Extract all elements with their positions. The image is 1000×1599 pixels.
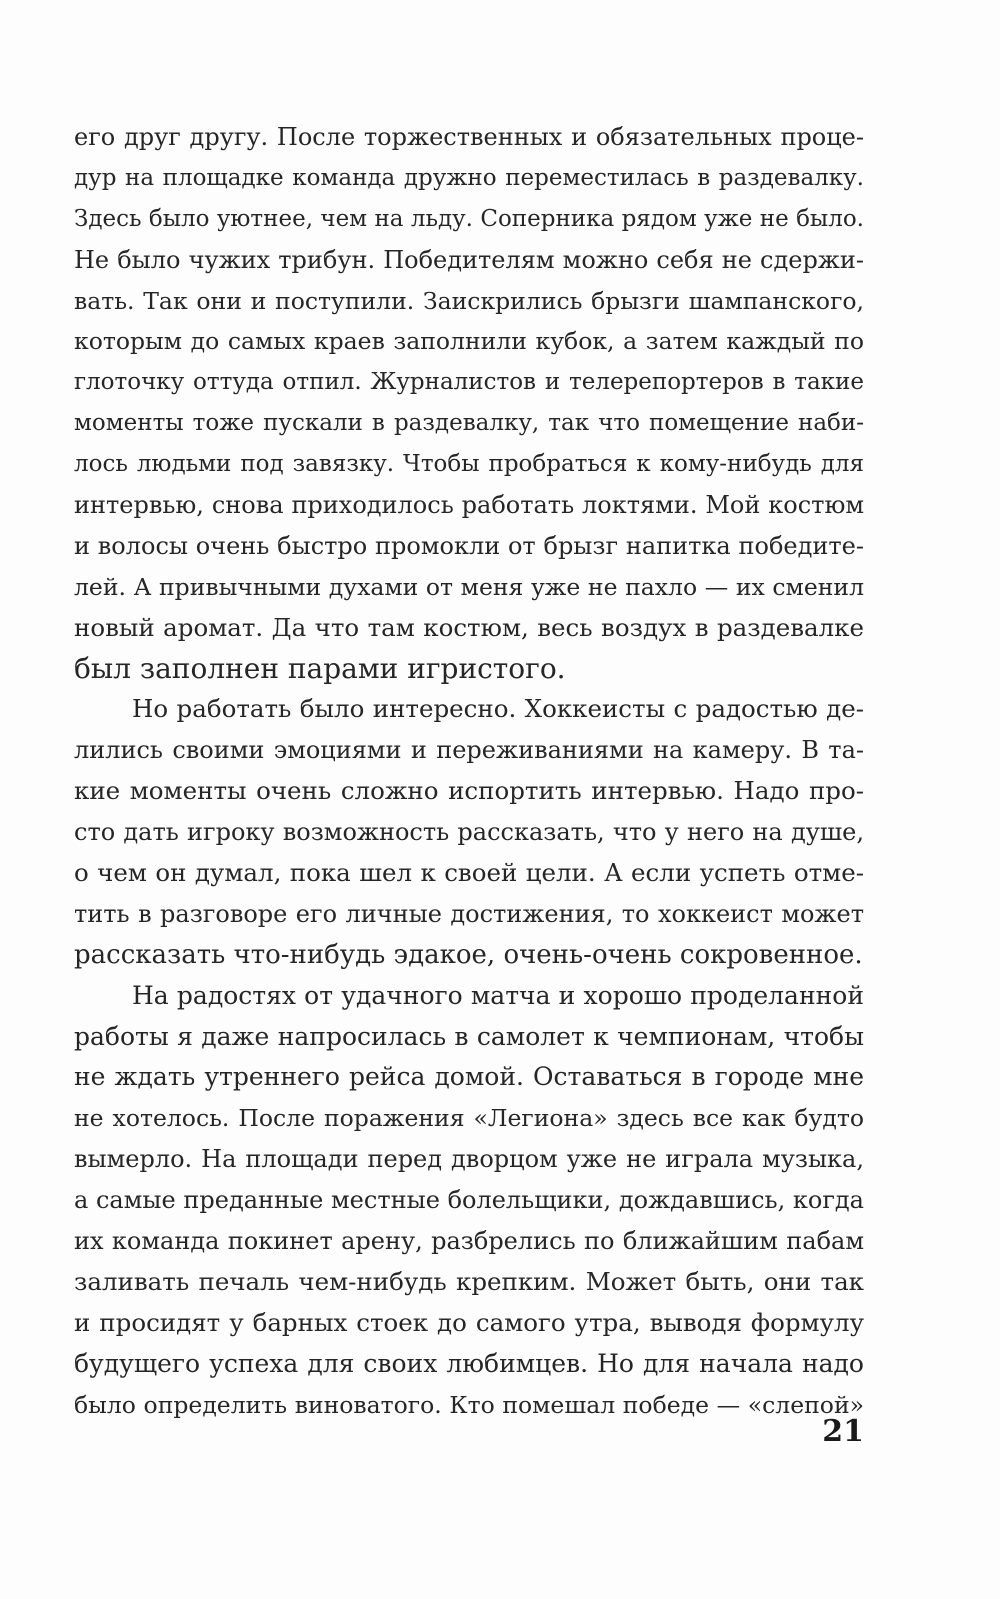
text-line: новый аромат. Да что там костюм, весь воздух в раздевалке (74, 612, 864, 642)
text-line: их команда покинет арену, разбрелись по ближайшим пабам (74, 1227, 864, 1256)
text-line: дур на площадке команда дружно переместилась в раздевалку. (74, 164, 864, 191)
text-line: работы я даже напросилась в самолет к чемпионам, чтобы (74, 1021, 864, 1051)
text-line: кие моменты очень сложно испортить интервью. Надо про- (74, 776, 864, 806)
text-line: вать. Так они и поступили. Заискрились брызги шампанского, (74, 286, 864, 315)
text-line: лились своими эмоциями и переживаниями на камеру. В та- (74, 736, 864, 765)
text-line: лей. А привычными духами от меня уже не пахло — их сменил (74, 572, 864, 601)
text-line: о чем он думал, пока шел к своей цели. А если успеть отме- (74, 858, 864, 888)
text-line: Но работать было интересно. Хоккеисты с радостью де- (132, 694, 864, 724)
text-line: На радостях от удачного матча и хорошо проделанной (132, 980, 864, 1010)
text-line: моменты тоже пускали в раздевалку, так что помещение наби- (74, 410, 864, 437)
page-number: 21 (822, 1414, 864, 1449)
text-line: и волосы очень быстро промокли от брызг напитка победите- (74, 531, 864, 560)
text-line: и просидят у барных стоек до самого утра, выводя формулу (74, 1307, 864, 1337)
text-line: которым до самых краев заполнили кубок, а затем каждый по (74, 327, 864, 356)
text-line: а самые преданные местные болельщики, дождавшись, когда (74, 1186, 864, 1215)
text-line: не хотелось. После поражения «Легиона» здесь все как будто (74, 1104, 864, 1133)
text-line: интервью, снова приходилось работать локтями. Мой костюм (74, 491, 864, 520)
text-line: заливать печаль чем-нибудь крепким. Может быть, они так (74, 1266, 864, 1296)
text-line: тить в разговоре его личные достижения, то хоккеист может (74, 899, 864, 928)
text-line: сто дать игроку возможность рассказать, что у него на душе, (74, 818, 864, 847)
text-line: будущего успеха для своих любимцев. Но для начала надо (74, 1348, 864, 1378)
text-line: лось людьми под завязку. Чтобы пробраться к кому-нибудь для (74, 451, 864, 478)
text-line: не ждать утреннего рейса домой. Оставаться в городе мне (74, 1062, 864, 1092)
text-line: Не было чужих трибун. Победителям можно себя не сдержи- (74, 245, 864, 274)
text-line: глоточку оттуда отпил. Журналистов и телерепортеров в такие (74, 369, 864, 396)
text-line: был заполнен парами игристого. (74, 651, 566, 685)
text-line: его друг другу. После торжественных и обязательных проце- (74, 123, 864, 151)
text-line: рассказать что-нибудь эдакое, очень-очень сокровенное. (74, 939, 863, 970)
text-line: Здесь было уютнее, чем на льду. Соперника рядом уже не было. (74, 205, 864, 232)
text-line: вымерло. На площади перед дворцом уже не играла музыка, (74, 1145, 864, 1174)
text-line: было определить виноватого. Кто помешал победе — «слепой» (74, 1390, 864, 1419)
body-text (74, 117, 864, 1426)
